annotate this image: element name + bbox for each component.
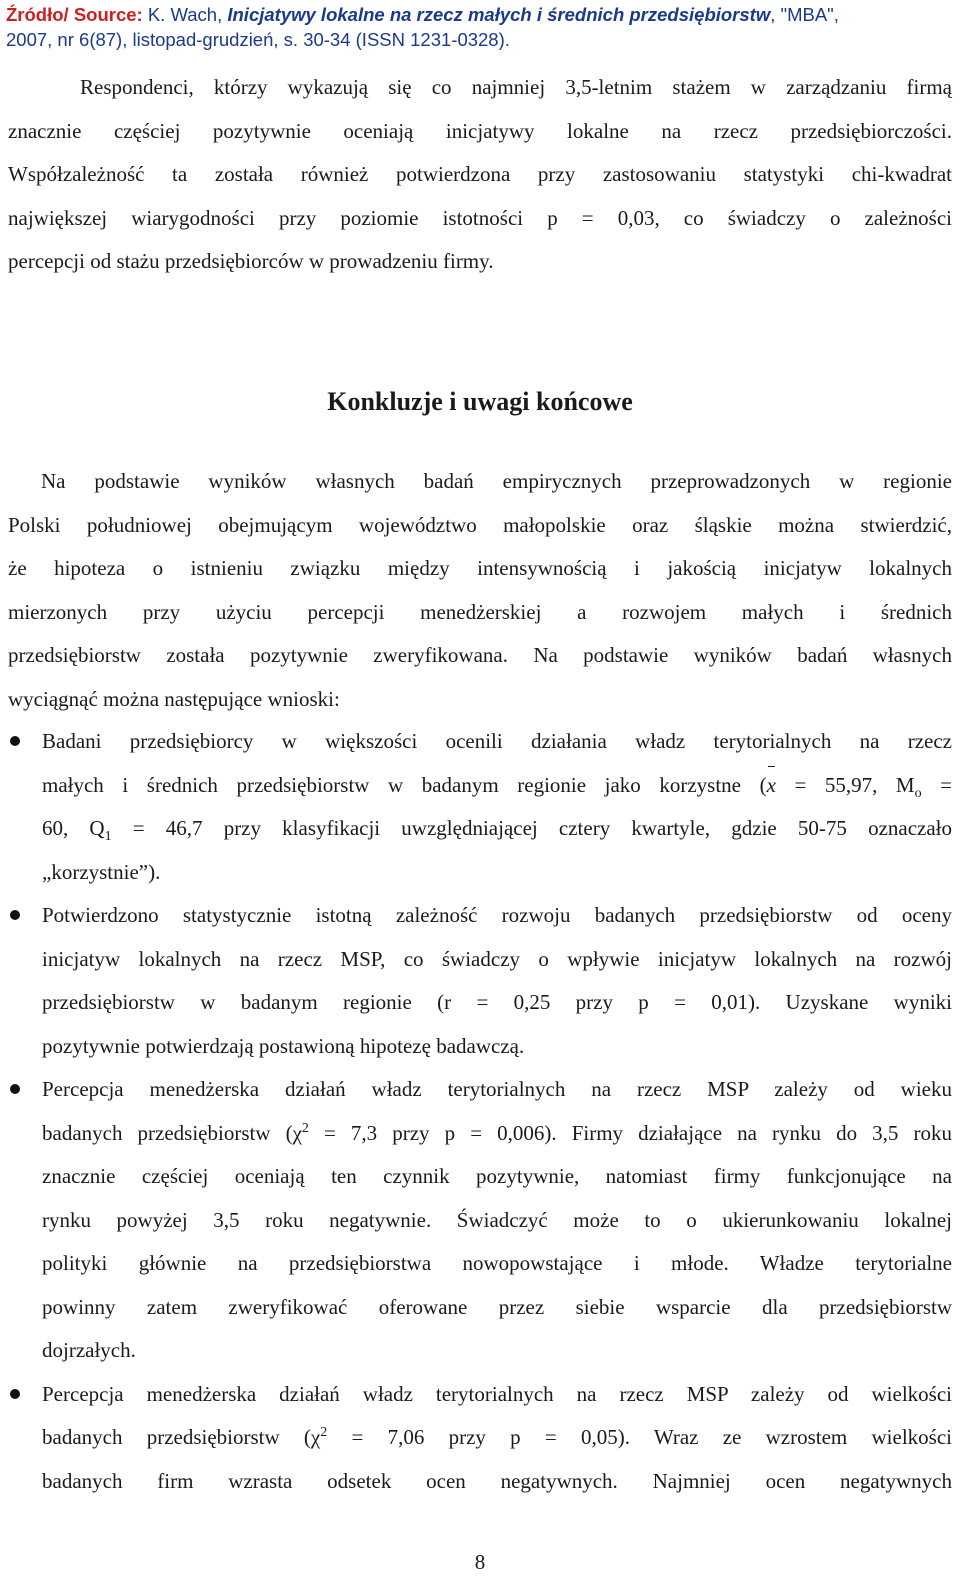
page-number: 8 bbox=[474, 1550, 486, 1574]
text-line: największej wiarygodności przy poziomie istotności p = 0,03, co świadczy o zależności bbox=[8, 205, 952, 230]
text-line: mierzonych przy użyciu percepcji menedżerskiej a rozwojem małych i średnich bbox=[8, 599, 952, 624]
section-heading: Konkluzje i uwagi końcowe bbox=[327, 387, 633, 416]
text-line: 60, $Q_1 = 46,7$ przy klasyfikacji uwzględniającej cztery kwartyle, gdzie 50-75 oznaczało bbox=[42, 816, 953, 845]
mean-symbol: x bbox=[767, 764, 776, 808]
source-title: Inicjatywy lokalne na rzecz małych i średnich przedsiębiorstw bbox=[227, 4, 771, 25]
paragraph-conclusions bbox=[8, 460, 952, 721]
text-line: przedsiębiorstw została pozytywnie zweryfikowana. Na podstawie wyników badań własnych bbox=[8, 643, 952, 667]
text-line: znacznie częściej pozytywnie oceniają inicjatywy lokalne na rzecz przedsiębiorczości. bbox=[8, 118, 952, 143]
list-item bbox=[8, 720, 952, 894]
bullet-icon bbox=[10, 736, 20, 746]
text-line: inicjatyw lokalnych na rzecz MSP, co świadczy o wpływie inicjatyw lokalnych na rozwój bbox=[42, 946, 952, 971]
text-line: badanych przedsiębiorstw ($\chi^2 = 7,06$ przy p = 0,05). Wraz ze wzrostem wielkości bbox=[42, 1425, 952, 1449]
text-line: badanych firm wzrasta odsetek ocen negatywnych. Najmniej ocen negatywnych bbox=[42, 1468, 952, 1493]
text-line: dojrzałych. bbox=[42, 1338, 136, 1362]
text-line: polityki głównie na przedsiębiorstwa nowopowstające i młode. Władze terytorialne bbox=[42, 1251, 952, 1275]
source-author: K. Wach, bbox=[142, 4, 228, 25]
text-line: Na podstawie wyników własnych badań empirycznych przeprowadzonych w regionie bbox=[41, 469, 952, 493]
text-line: badanych przedsiębiorstw ($\chi^2 = 7,3$ przy p = 0,006). Firmy działające na rynku do 3,5 roku bbox=[42, 1120, 952, 1145]
source-details: 2007, nr 6(87), listopad-grudzień, s. 30-34 (ISSN 1231-0328). bbox=[6, 29, 510, 50]
text-line: znacznie częściej oceniają ten czynnik pozytywnie, natomiast firmy funkcjonujące na bbox=[42, 1164, 952, 1188]
text-line: rynku powyżej 3,5 roku negatywnie. Świadczyć może to o ukierunkowaniu lokalnej bbox=[42, 1207, 952, 1232]
source-journal: , "MBA", bbox=[770, 4, 839, 25]
text-line: Percepcja menedżerska działań władz terytorialnych na rzecz MSP zależy od wieku bbox=[42, 1077, 952, 1101]
list-item bbox=[8, 1068, 952, 1373]
text-line: że hipoteza o istnieniu związku między intensywnością i jakością inicjatyw lokalnych bbox=[8, 556, 952, 580]
source-label: Źródło/ Source: bbox=[6, 4, 143, 25]
text-line: pozytywnie potwierdzają postawioną hipotezę badawczą. bbox=[42, 1033, 525, 1058]
text-line: wyciągnąć można następujące wnioski: bbox=[8, 686, 340, 711]
bullet-icon bbox=[10, 1084, 20, 1094]
paragraph-intro bbox=[8, 66, 952, 284]
source-citation bbox=[6, 2, 954, 52]
text-line: Badani przedsiębiorcy w większości ocenili działania władz terytorialnych na rzecz bbox=[42, 729, 952, 753]
text-line: Potwierdzono statystycznie istotną zależność rozwoju badanych przedsiębiorstw od oceny bbox=[42, 903, 952, 927]
list-item bbox=[8, 1373, 952, 1504]
text-line: percepcji od stażu przedsiębiorców w prowadzeniu firmy. bbox=[8, 249, 494, 273]
text-line: powinny zatem zweryfikować oferowane przez siebie wsparcie dla przedsiębiorstw bbox=[42, 1294, 952, 1319]
text-line: Współzależność ta została również potwierdzona przy zastosowaniu statystyki chi-kwadrat bbox=[8, 162, 952, 186]
text-line: przedsiębiorstw w badanym regionie (r = 0,25 przy p = 0,01). Uzyskane wyniki bbox=[42, 990, 952, 1014]
text-line: Respondenci, którzy wykazują się co najmniej 3,5-letnim stażem w zarządzaniu firmą bbox=[80, 75, 952, 99]
text-line: „korzystnie”). bbox=[42, 859, 161, 884]
text-line: Polski południowej obejmującym województwo małopolskie oraz śląskie można stwierdzić, bbox=[8, 512, 952, 537]
list-item bbox=[8, 894, 952, 1068]
text-line: Percepcja menedżerska działań władz terytorialnych na rzecz MSP zależy od wielkości bbox=[42, 1381, 952, 1406]
text-line: małych i średnich przedsiębiorstw w badanym regionie jako korzystne (x = 55,97, $M_o$ = bbox=[42, 764, 952, 808]
conclusions-list bbox=[8, 720, 952, 1503]
bullet-icon bbox=[10, 1389, 20, 1399]
bullet-icon bbox=[10, 910, 20, 920]
